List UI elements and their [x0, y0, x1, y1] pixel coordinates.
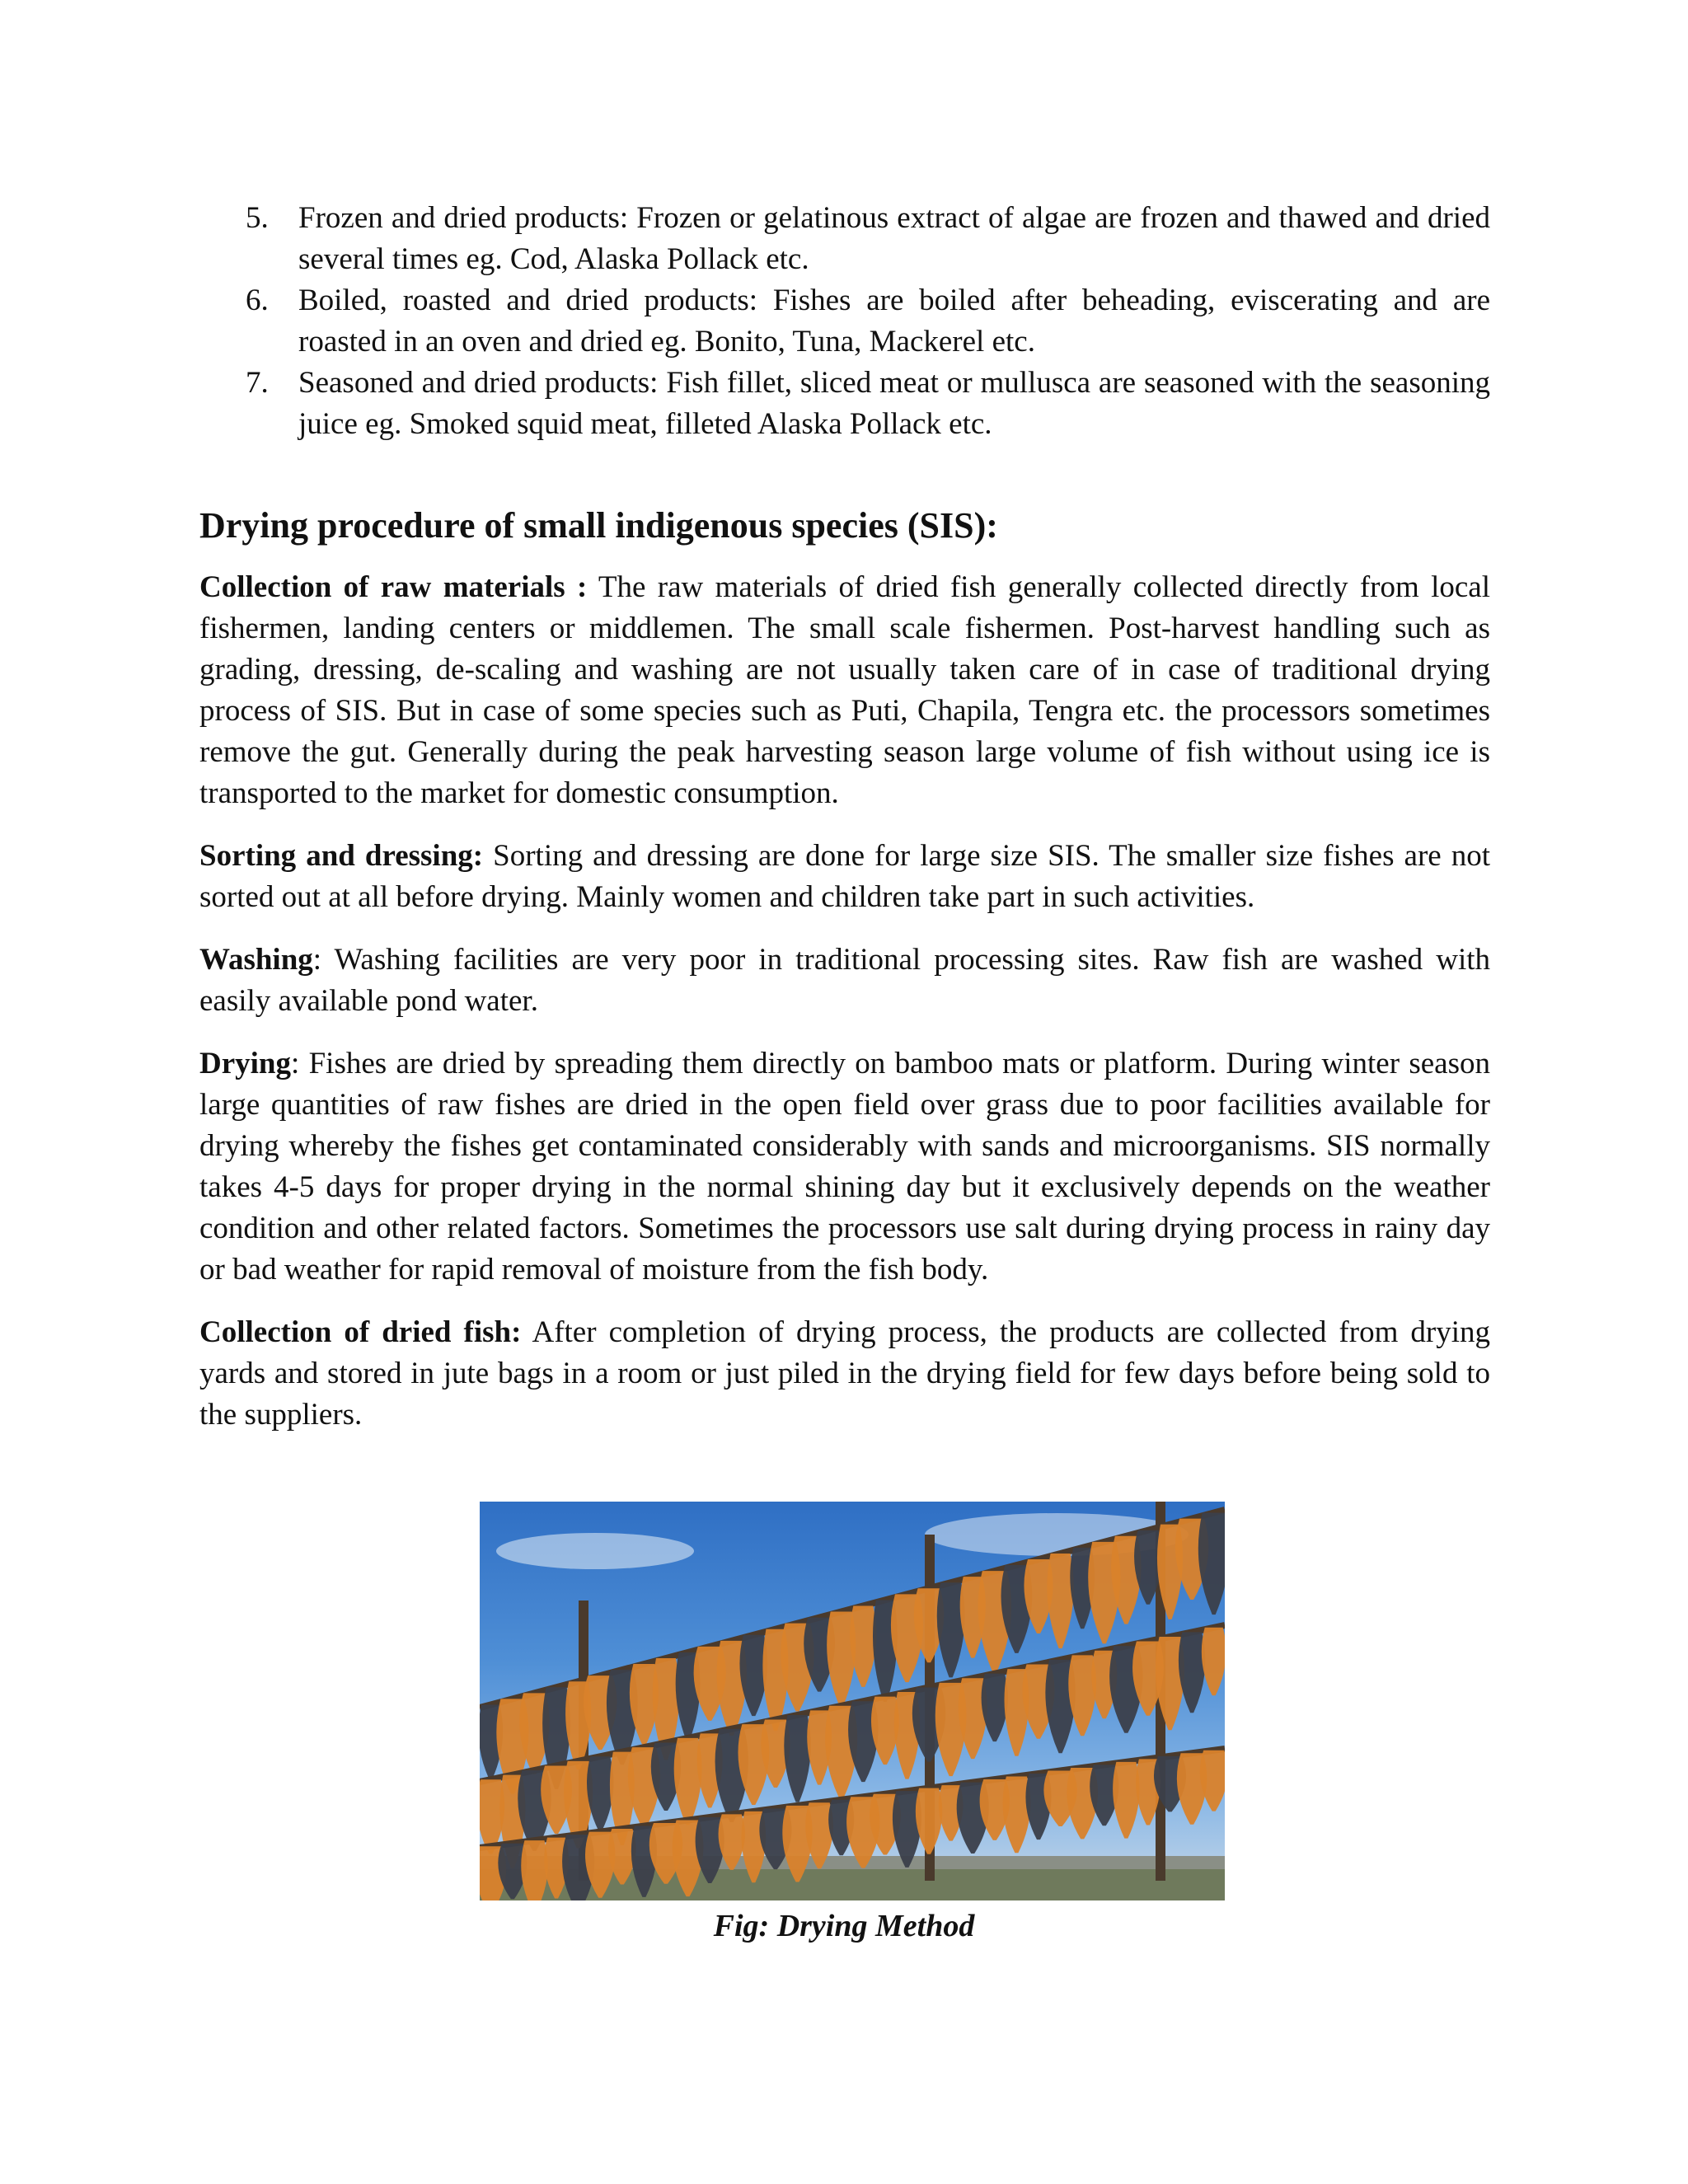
paragraph-text: Sorting and dressing are done for large size SIS. The smaller size fishes are not sorted out at all before drying. Mainly women and children take part in such activities. — [199, 839, 1490, 914]
hanging-fish — [1202, 1628, 1225, 1696]
list-item — [199, 198, 1490, 280]
list-item — [199, 280, 1490, 363]
hanging-fish — [1047, 1554, 1073, 1648]
paragraph-text: : Washing facilities are very poor in traditional processing sites. Raw fish are washed with easily available pond water. — [199, 943, 1490, 1018]
document-body — [199, 198, 1490, 1436]
hanging-fish — [916, 1788, 942, 1854]
paragraph-label: Sorting and dressing: — [199, 839, 484, 873]
paragraph-label: Collection of raw materials : — [199, 570, 588, 604]
drying-method-photo — [480, 1502, 1225, 1900]
paragraph-label: Drying — [199, 1047, 291, 1080]
list-item-number: 5. — [246, 201, 269, 235]
section-heading: Drying procedure of small indigenous species (SIS): — [199, 505, 998, 546]
paragraph-label: Collection of dried fish: — [199, 1315, 522, 1349]
paragraph-text: The raw materials of dried fish generally collected directly from local fishermen, landing centers or middlemen. The small scale fishermen. Post-harvest handling such as grading, dressing, de-scaling and washing are not usually taken care of in case of traditional drying process of SIS. But in case of some species such as Puti, Chapila, Tengra etc. the processors sometimes remove the gut. Generally during the peak harvesting season large volume of fish without using ice is transported to the market for domestic consumption. — [199, 570, 1490, 810]
paragraph-collection-dried-fish — [199, 1312, 1490, 1436]
paragraph-label: Washing — [199, 943, 313, 977]
hanging-fish — [521, 1840, 547, 1900]
paragraph-sorting-dressing — [199, 836, 1490, 918]
hanging-fish — [587, 1756, 613, 1830]
fish-drying-rack-illustration — [480, 1502, 1225, 1900]
hanging-fish — [1198, 1513, 1225, 1615]
paragraph-washing — [199, 940, 1490, 1022]
list-item-text: Frozen and dried products: Frozen or gelatinous extract of algae are frozen and thawed and dried several times eg. Cod, Alaska Pollack etc. — [298, 201, 1490, 276]
figure-caption: Fig: Drying Method — [713, 1909, 975, 1943]
numbered-list — [199, 198, 1490, 445]
hanging-fish — [850, 1605, 876, 1686]
hanging-fish — [1200, 1750, 1225, 1811]
hanging-fish — [1113, 1762, 1139, 1839]
hanging-fish — [1179, 1632, 1205, 1713]
list-item — [199, 363, 1490, 445]
list-item-text: Seasoned and dried products: Fish fillet, sliced meat or mullusca are seasoned with the seasoning juice eg. Smoked squid meat, filleted Alaska Pollack etc. — [298, 366, 1490, 441]
hanging-fish — [784, 1715, 810, 1802]
list-item-number: 6. — [246, 284, 269, 317]
paragraph-collection-raw-materials — [199, 567, 1490, 814]
list-item-number: 7. — [246, 366, 269, 400]
paragraph-text: : Fishes are dried by spreading them directly on bamboo mats or platform. During winter season large quantities of raw fishes are dried in the open field over grass due to poor facilities available for drying whereby the fishes get contaminated considerably with sands and microorganisms. SIS normally takes 4-5 days for proper drying in the normal shining day but it exclusively depends on the weather condition and other related factors. Sometimes the processors use salt during drying process in rainy day or bad weather for rapid removal of moisture from the fish body. — [199, 1047, 1490, 1286]
paragraph-text: After completion of drying process, the products are collected from drying yards and stored in jute bags in a room or just piled in the drying field for few days before being sold to the suppliers. — [199, 1315, 1490, 1432]
hanging-fish — [982, 1674, 1008, 1742]
list-item-text: Boiled, roasted and dried products: Fishes are boiled after beheading, eviscerating and are roasted in an oven and dried eg. Bonito, Tuna, Mackerel etc. — [298, 284, 1490, 359]
paragraph-drying — [199, 1043, 1490, 1291]
